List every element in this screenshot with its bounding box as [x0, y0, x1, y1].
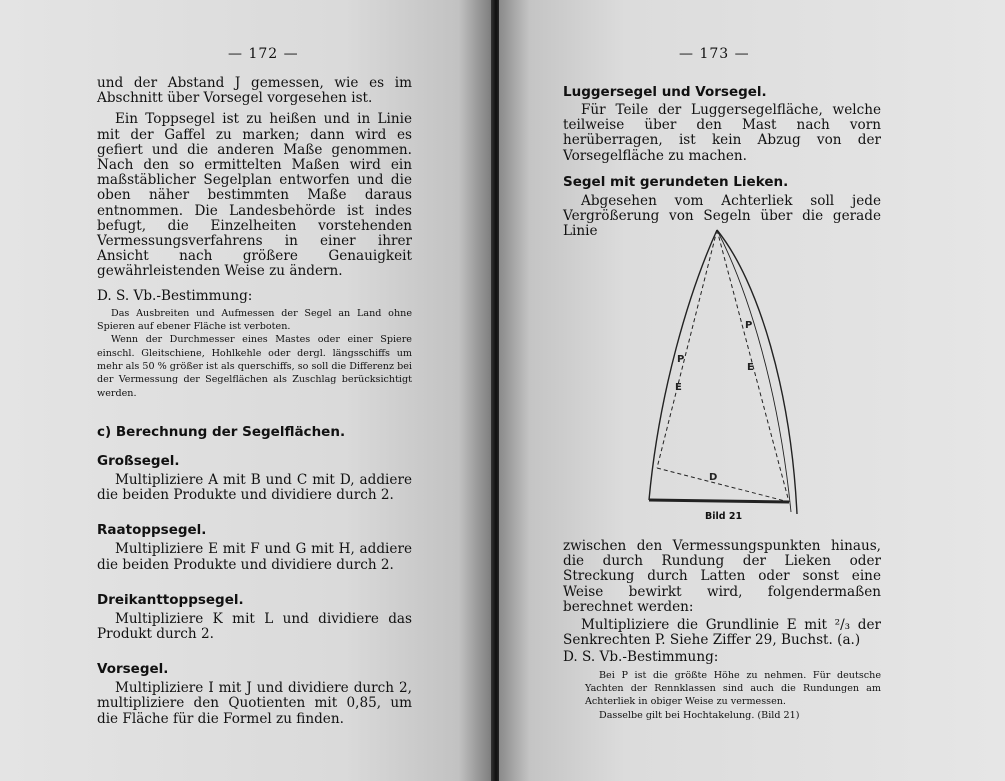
- subsection-heading: Raatoppsegel.: [97, 522, 207, 539]
- section-heading: c) Berechnung der Segelflächen.: [97, 423, 346, 440]
- sail-foot: [649, 500, 789, 502]
- regulation-text: Wenn der Durchmesser eines Mastes oder einer Spiere einschl. Gleitschiene, Hohlkehle oder dergl. längsschiffs um mehr als 50 % größer ist als querschiffs, so soll die Differenz bei der Vermessung der Segelflächen als Zuschlag berücksichtigt werden.: [97, 334, 412, 399]
- subsection-heading: Vorsegel.: [97, 661, 169, 678]
- paragraph: zwischen den Vermessungspunkten hinaus, die durch Rundung der Lieken oder Streckung durch Latten oder sonst eine Weise bewirkt wird, folgendermaßen berechnet werden:: [563, 538, 881, 615]
- paragraph: und der Abstand J gemessen, wie es im Abschnitt über Vorsegel vorgesehen ist.: [97, 75, 412, 107]
- dsvb-heading: D. S. Vb.-Bestimmung:: [97, 287, 253, 304]
- sail-roach: [717, 230, 797, 514]
- paragraph: Für Teile der Luggersegelfläche, welche teilweise über den Mast nach vorn herüberragen, ist kein Abzug von der Vorsegelfläche zu machen.: [563, 102, 881, 164]
- section-heading: Luggersegel und Vorsegel.: [563, 84, 767, 100]
- sail-diagram: [629, 222, 809, 522]
- left-page: [0, 0, 493, 781]
- page-number: — 173 —: [679, 46, 750, 62]
- dsvb-heading: D. S. Vb.-Bestimmung:: [563, 649, 719, 666]
- paragraph: Multipliziere E mit F und G mit H, addiere die beiden Produkte und dividiere durch 2.: [97, 541, 412, 573]
- paragraph: Multipliziere K mit L und dividiere das Produkt durch 2.: [97, 610, 412, 642]
- label-p: P: [677, 354, 685, 365]
- regulation-text: Bei P ist die größte Höhe zu nehmen. Für deutsche Yachten der Rennklassen sind auch die Rundungen am Achterliek in obiger Weise zu vermessen.: [585, 669, 881, 708]
- paragraph: Multipliziere A mit B und C mit D, addiere die beiden Produkte und dividiere durch 2.: [97, 471, 412, 504]
- label-p: P: [745, 320, 753, 331]
- right-column-bottom: [563, 539, 881, 722]
- diagonal-line: [657, 468, 789, 502]
- section-heading: Segel mit gerundeten Lieken.: [563, 173, 789, 190]
- subsection-heading: Großsegel.: [97, 452, 180, 469]
- right-page: [499, 0, 1005, 781]
- figure-caption: Bild 21: [705, 511, 743, 522]
- right-column-top: [563, 84, 881, 239]
- luff-line: [657, 230, 717, 468]
- paragraph: Multipliziere I mit J und dividiere durch 2, multipliziere den Quotienten mit 0,85, um die Fläche für die Formel zu finden.: [97, 680, 412, 727]
- paragraph: Abgesehen vom Achterliek soll jede Vergrößerung von Segeln über die gerade Linie: [563, 192, 881, 240]
- paragraph: Multipliziere die Grundlinie E mit ²/₃ der Senkrechten P. Siehe Ziffer 29, Buchst. (a.): [563, 617, 881, 649]
- label-e: E: [747, 362, 754, 373]
- label-e: E: [675, 382, 682, 393]
- paragraph: Ein Toppsegel ist zu heißen und in Linie mit der Gaffel zu marken; dann wird es gefiert und die anderen Maße genommen. Nach den so ermittelten Maßen wird ein maßstäblicher Segelplan entworfen und die oben näher bestimmten Maße daraus entnommen. Die Landesbehörde ist indes befugt, die Einzelheiten vorstehenden Vermessungsverfahrens in einer ihrer Ansicht nach größere Genauigkeit gewährleistenden Weise zu ändern.: [97, 111, 412, 280]
- label-d: D: [709, 472, 718, 483]
- regulation-text: Dasselbe gilt bei Hochtakelung. (Bild 21): [599, 709, 800, 721]
- left-column: [97, 76, 412, 727]
- subsection-heading: Dreikanttoppsegel.: [97, 591, 244, 608]
- sail-outline: [649, 230, 717, 500]
- regulation-text: Das Ausbreiten und Aufmessen der Segel an Land ohne Spieren auf ebener Fläche ist verboten.: [97, 307, 412, 333]
- page-number: — 172 —: [228, 46, 299, 62]
